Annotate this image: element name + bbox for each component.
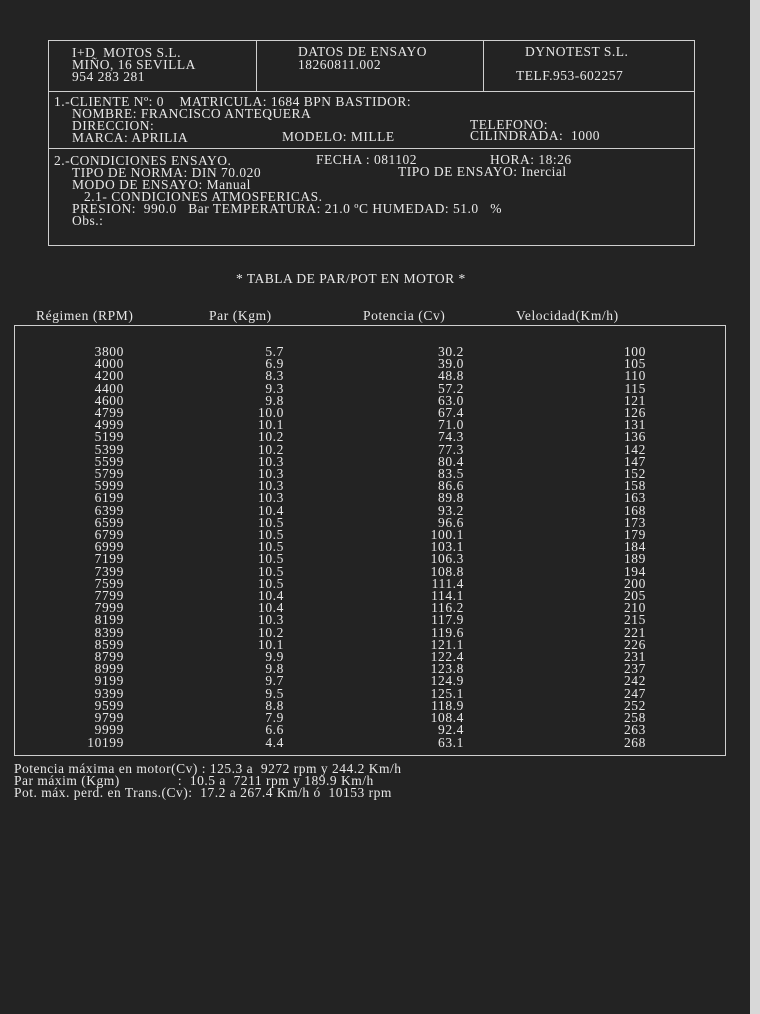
conditions-test-type: TIPO DE ENSAYO: Inercial [398,164,567,179]
test-data-title: DATOS DE ENSAYO [298,44,428,59]
potencia-cell: 93.2 [437,502,464,518]
dynotest-name: DYNOTEST S.L. [525,44,629,59]
dynotest-phone: TELF.953-602257 [516,68,624,83]
velocidad-cell: 152 [623,466,646,482]
par-cell: 10.5 [257,514,284,530]
header-divider-2 [483,40,484,91]
velocidad-cell: 184 [623,539,646,555]
velocidad-cell: 158 [623,478,646,494]
par-cell: 10.5 [257,575,284,591]
potencia-cell: 108.4 [430,710,464,726]
header-velocidad: Velocidad(Km/h) [516,308,619,323]
conditions-atmospheric: 2.1- CONDICIONES ATMOSFERICAS. [84,189,323,204]
potencia-cell: 86.6 [437,478,464,494]
velocidad-cell: 100 [623,344,646,359]
rpm-cell: 5399 [94,441,124,457]
par-cell: 5.7 [265,344,284,359]
client-address: DIRECCION: [72,118,155,133]
velocidad-cell: 200 [623,575,646,591]
rpm-cell: 7599 [94,575,124,591]
par-cell: 10.0 [257,405,284,421]
par-cell: 10.5 [257,563,284,579]
par-cell: 10.2 [257,624,284,640]
par-cell: 6.9 [265,356,284,372]
par-cell: 9.5 [265,685,284,701]
rpm-cell: 8399 [94,624,124,640]
potencia-cell: 30.2 [437,344,464,359]
client-model: MODELO: MILLE [282,129,395,144]
potencia-cell: 100.1 [430,527,464,543]
par-cell: 10.5 [257,539,284,555]
conditions-pressure: PRESION: 990.0 Bar TEMPERATURA: 21.0 ºC HUMEDAD: 51.0 % [72,201,502,216]
rpm-cell: 7999 [94,600,124,616]
velocidad-cell: 242 [623,673,646,689]
company-address: MIÑO, 16 SEVILLA [72,57,196,72]
rpm-cell: 7799 [94,588,124,604]
potencia-cell: 103.1 [430,539,464,555]
velocidad-cell: 237 [623,661,646,677]
client-displacement: CILINDRADA: 1000 [470,128,600,143]
conditions-obs: Obs.: [72,213,104,228]
velocidad-cell: 147 [623,453,646,469]
rpm-cell: 4200 [94,368,124,384]
rpm-cell: 7199 [94,551,124,567]
summary-max-torque: Par máxim (Kgm) : 10.5 a 7211 rpm y 189.9 Km/h [14,773,374,788]
par-cell: 9.8 [265,392,284,408]
rpm-cell: 6399 [94,502,124,518]
header-divider-1 [256,40,257,91]
rpm-cell: 5599 [94,453,124,469]
header-rpm: Régimen (RPM) [36,308,134,323]
potencia-cell: 114.1 [431,588,464,604]
velocidad-cell: 126 [623,405,646,421]
velocidad-cell: 205 [623,588,646,604]
potencia-cell: 118.9 [431,697,464,713]
rpm-cell: 3800 [94,344,124,359]
rpm-cell: 6999 [94,539,124,555]
par-cell: 10.3 [257,612,284,628]
potencia-cell: 124.9 [430,673,464,689]
potencia-cell: 57.2 [437,380,464,396]
velocidad-cell: 252 [623,697,646,713]
par-cell: 10.1 [257,417,284,433]
potencia-cell: 123.8 [430,661,464,677]
par-cell: 10.3 [257,466,284,482]
potencia-cell: 121.1 [430,636,464,652]
rpm-cell: 10199 [87,734,124,750]
header-rule-2 [48,148,694,149]
summary-max-power: Potencia máxima en motor(Cv) : 125.3 a 9272 rpm y 244.2 Km/h [14,761,402,776]
rpm-cell: 6799 [94,527,124,543]
potencia-cell: 117.9 [431,612,464,628]
par-cell: 10.2 [257,429,284,445]
potencia-cell: 92.4 [437,722,464,738]
velocidad-cell: 189 [623,551,646,567]
page-edge [750,0,760,1014]
par-cell: 10.5 [257,551,284,567]
rpm-cell: 4400 [94,380,124,396]
velocidad-cell: 268 [623,734,646,750]
conditions-date: FECHA : 081102 [316,152,418,167]
par-cell: 8.8 [265,697,284,713]
potencia-cell: 96.6 [437,514,464,530]
velocidad-cell: 210 [623,600,646,616]
par-cell: 9.8 [265,661,284,677]
par-cell: 6.6 [265,722,284,738]
client-brand: MARCA: APRILIA [72,130,189,145]
rpm-cell: 9999 [94,722,124,738]
company-phone: 954 283 281 [72,69,145,84]
potencia-cell: 89.8 [437,490,464,506]
potencia-cell: 67.4 [437,405,464,421]
table-title: * TABLA DE PAR/POT EN MOTOR * [236,271,466,286]
client-name: NOMBRE: FRANCISCO ANTEQUERA [72,106,312,121]
velocidad-cell: 105 [623,356,646,372]
par-cell: 8.3 [265,368,284,384]
header-potencia: Potencia (Cv) [363,308,446,323]
par-column [230,346,284,749]
par-cell: 9.3 [265,380,284,396]
rpm-cell: 4600 [94,392,124,408]
par-cell: 10.3 [257,453,284,469]
par-cell: 10.2 [257,441,284,457]
potencia-cell: 63.0 [437,392,464,408]
potencia-cell: 125.1 [430,685,464,701]
potencia-cell: 71.0 [437,417,464,433]
velocidad-cell: 247 [623,685,646,701]
rpm-cell: 4799 [94,405,124,421]
conditions-time: HORA: 18:26 [490,152,572,167]
potencia-column [400,346,464,749]
potencia-cell: 48.8 [437,368,464,384]
rpm-cell: 6599 [94,514,124,530]
velocidad-column [598,346,646,749]
rpm-cell: 8799 [94,649,124,665]
velocidad-cell: 226 [623,636,646,652]
velocidad-cell: 221 [623,624,646,640]
conditions-title: 2.-CONDICIONES ENSAYO. [54,153,232,168]
rpm-cell: 9399 [94,685,124,701]
rpm-cell: 5199 [94,429,124,445]
potencia-cell: 108.8 [430,563,464,579]
conditions-mode: MODO DE ENSAYO: Manual [72,177,251,192]
potencia-cell: 122.4 [430,649,464,665]
velocidad-cell: 136 [623,429,646,445]
par-cell: 7.9 [265,710,284,726]
client-line-1: 1.-CLIENTE Nº: 0 MATRICULA: 1684 BPN BASTIDOR: [54,94,412,109]
velocidad-cell: 115 [624,380,646,396]
header-par: Par (Kgm) [209,308,272,323]
conditions-norm: TIPO DE NORMA: DIN 70.020 [72,165,262,180]
summary-transmission-loss: Pot. máx. perd. en Trans.(Cv): 17.2 a 267.4 Km/h ó 10153 rpm [14,785,392,800]
potencia-cell: 111.4 [431,575,464,591]
par-cell: 10.3 [257,490,284,506]
velocidad-cell: 173 [623,514,646,530]
velocidad-cell: 131 [623,417,646,433]
par-cell: 10.5 [257,527,284,543]
velocidad-cell: 263 [623,722,646,738]
potencia-cell: 116.2 [431,600,464,616]
par-cell: 10.4 [257,502,284,518]
velocidad-cell: 110 [624,368,646,384]
potencia-cell: 119.6 [431,624,464,640]
par-cell: 10.3 [257,478,284,494]
rpm-cell: 7399 [94,563,124,579]
rpm-cell: 6199 [94,490,124,506]
velocidad-cell: 179 [623,527,646,543]
velocidad-cell: 121 [623,392,646,408]
velocidad-cell: 215 [623,612,646,628]
rpm-cell: 9599 [94,697,124,713]
par-cell: 10.4 [257,600,284,616]
par-cell: 9.7 [265,673,284,689]
potencia-cell: 80.4 [437,453,464,469]
rpm-cell: 5799 [94,466,124,482]
rpm-cell: 9799 [94,710,124,726]
velocidad-cell: 163 [623,490,646,506]
par-cell: 9.9 [265,649,284,665]
potencia-cell: 77.3 [437,441,464,457]
potencia-cell: 83.5 [437,466,464,482]
velocidad-cell: 194 [623,563,646,579]
client-phone: TELEFONO: [470,117,548,132]
rpm-column [60,346,124,749]
test-data-code: 18260811.002 [298,57,382,72]
rpm-cell: 5999 [94,478,124,494]
potencia-cell: 63.1 [437,734,464,750]
rpm-cell: 9199 [94,673,124,689]
rpm-cell: 4999 [94,417,124,433]
par-cell: 10.4 [257,588,284,604]
header-rule-1 [48,91,694,92]
company-name: I+D MOTOS S.L. [72,45,182,60]
par-cell: 4.4 [265,734,284,750]
velocidad-cell: 258 [623,710,646,726]
potencia-cell: 106.3 [430,551,464,567]
rpm-cell: 8199 [94,612,124,628]
rpm-cell: 8999 [94,661,124,677]
velocidad-cell: 231 [623,649,646,665]
velocidad-cell: 142 [623,441,646,457]
potencia-cell: 74.3 [437,429,464,445]
par-cell: 10.1 [257,636,284,652]
rpm-cell: 4000 [94,356,124,372]
rpm-cell: 8599 [94,636,124,652]
velocidad-cell: 168 [623,502,646,518]
potencia-cell: 39.0 [437,356,464,372]
